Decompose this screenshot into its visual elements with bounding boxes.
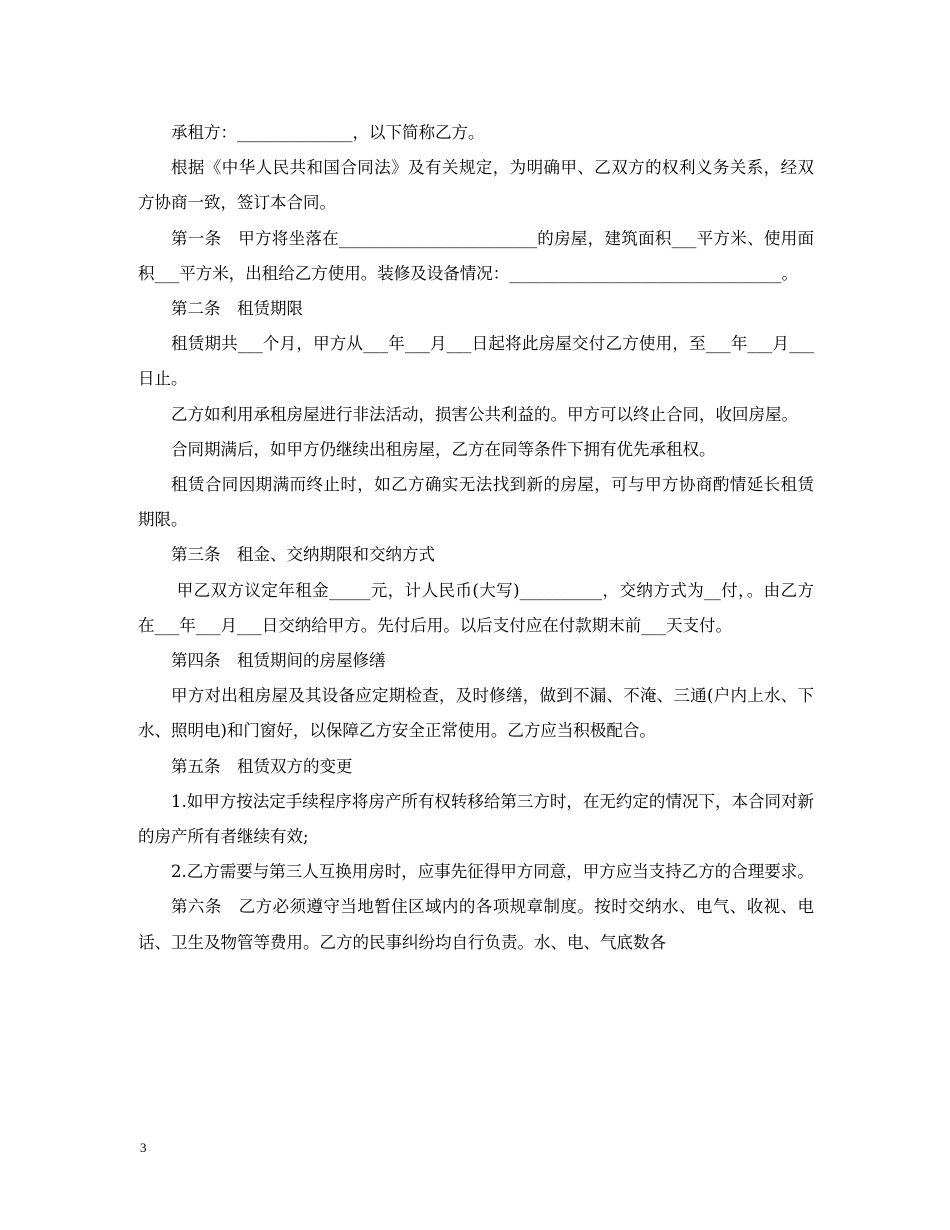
paragraph-priority-renewal: 合同期满后，如甲方仍继续出租房屋，乙方在同等条件下拥有优先承租权。 [171, 439, 716, 459]
paragraph-lessee: 承租方：______________，以下简称乙方。 [171, 123, 485, 142]
paragraph-article-1: 第一条 甲方将坐落在________________________的房屋，建筑面积___平方米、使用面积___平方米，出租给乙方使用。装修及设备情况：_________________________________。 [138, 228, 814, 283]
heading-article-3: 第三条 租金、交纳期限和交纳方式 [171, 545, 435, 565]
paragraph-basis: 根据《中华人民共和国合同法》及有关规定，为明确甲、乙双方的权利义务关系，经双方协商一致，签订本合同。 [138, 158, 814, 213]
paragraph-extension: 租赁合同因期满而终止时，如乙方确实无法找到新的房屋，可与甲方协商酌情延长租赁期限。 [138, 475, 814, 530]
heading-article-2: 第二条 租赁期限 [171, 299, 303, 319]
document-body [138, 115, 814, 960]
heading-article-5: 第五条 租赁双方的变更 [171, 756, 353, 776]
heading-article-4: 第四条 租赁期间的房屋修缮 [171, 651, 386, 671]
paragraph-repairs: 甲方对出租房屋及其设备应定期检查，及时修缮，做到不漏、不淹、三通(户内上水、下水、照明电)和门窗好，以保障乙方安全正常使用。乙方应当积极配合。 [138, 686, 814, 741]
paragraph-change-2: 2.乙方需要与第三人互换用房时，应事先征得甲方同意，甲方应当支持乙方的合理要求。 [171, 862, 814, 882]
paragraph-lease-term: 租赁期共___个月，甲方从___年___月___日起将此房屋交付乙方使用，至___年___月___日止。 [138, 334, 814, 389]
paragraph-article-6: 第六条 乙方必须遵守当地暂住区域内的各项规章制度。按时交纳水、电气、收视、电话、卫生及物管等费用。乙方的民事纠纷均自行负责。水、电、气底数各 [138, 897, 814, 952]
paragraph-illegal-use: 乙方如利用承租房屋进行非法活动，损害公共利益的。甲方可以终止合同，收回房屋。 [171, 404, 798, 424]
paragraph-change-1: 1.如甲方按法定手续程序将房产所有权转移给第三方时，在无约定的情况下，本合同对新的房产所有者继续有效; [138, 791, 814, 847]
page-number: 3 [140, 1140, 147, 1155]
paragraph-rent: 甲乙双方议定年租金_____元，计人民币(大写)__________，交纳方式为__付，。由乙方在___年___月___日交纳给甲方。先付后用。以后支付应在付款期末前___天支付。 [138, 580, 815, 635]
